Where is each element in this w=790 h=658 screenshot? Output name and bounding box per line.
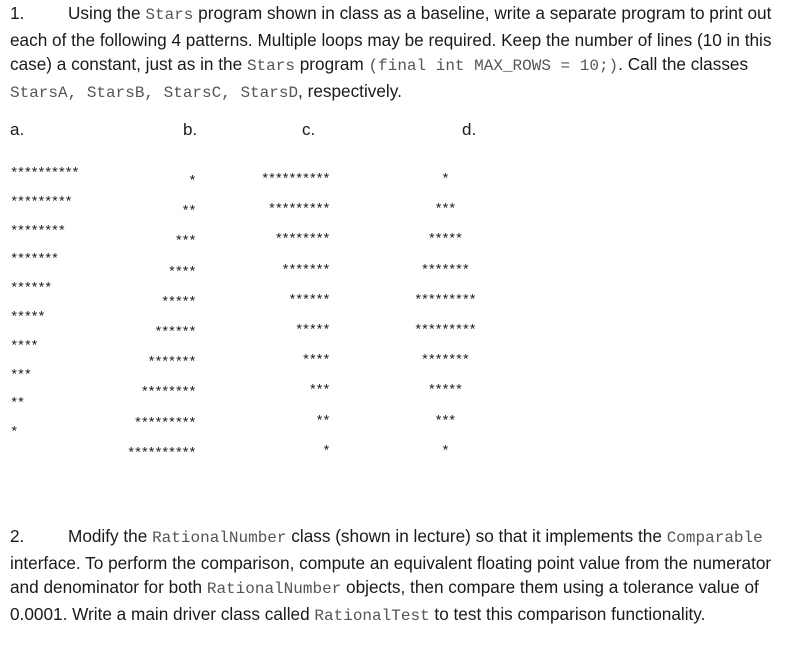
q2-code-rational-test: RationalTest (314, 607, 430, 626)
question-1 (10, 1, 780, 106)
pattern-d-row: *** (414, 202, 455, 219)
pattern-a-row: ****** (10, 281, 51, 298)
pattern-c-row: ********** (261, 172, 330, 188)
pattern-c (261, 173, 329, 460)
pattern-a-row: * (10, 425, 17, 442)
pattern-a-row: ***** (10, 309, 45, 326)
pattern-b-label: b. (183, 120, 198, 139)
pattern-d-row: ********* (414, 292, 476, 309)
pattern-d (414, 173, 475, 460)
pattern-d-row: ********* (414, 322, 476, 339)
pattern-c-label: c. (302, 120, 316, 139)
pattern-b-row: ******* (127, 355, 196, 372)
q1-text-4: . Call the classes (618, 54, 749, 75)
q2-text-3: interface. To perform the comparison, compute an equivalent floating point value from the numerator and denominator for both (10, 552, 772, 598)
pattern-c-row: ****** (261, 292, 330, 309)
q2-code-comparable: Comparable (666, 529, 763, 547)
pattern-b-row: ** (127, 204, 196, 221)
q2-code-rational-number-2: RationalNumber (206, 580, 342, 599)
pattern-c-row: * (261, 443, 330, 460)
pattern-d-row: ***** (414, 232, 462, 249)
question-1-number: 1. (10, 3, 25, 23)
pattern-c-row: **** (261, 353, 330, 370)
pattern-c-row: ********* (261, 202, 330, 219)
pattern-c-row: ***** (261, 322, 330, 339)
question-2-number: 2. (10, 526, 25, 546)
pattern-b-row: * (127, 174, 196, 190)
pattern-b-row: ****** (127, 324, 196, 341)
q1-code-max-rows: (final int MAX_ROWS = 10;) (368, 57, 619, 76)
pattern-a-row: ******* (10, 252, 58, 269)
pattern-b-row: **** (127, 264, 196, 281)
pattern-b-row: ******** (127, 385, 196, 402)
pattern-d-row: ******* (414, 353, 469, 370)
q2-code-rational-number: RationalNumber (152, 529, 287, 547)
pattern-a (10, 167, 78, 441)
pattern-a-row: ********** (10, 166, 79, 182)
q1-text-5: , respectively. (298, 81, 402, 102)
pattern-b (127, 175, 195, 462)
pattern-b-row: ********* (127, 415, 196, 432)
q2-text-4: objects, then compare them using a tolerance value of 0.0001. Write a main driver class called (10, 577, 759, 625)
q2-text-5: to test this comparison functionality. (429, 604, 706, 625)
pattern-b-row: *** (127, 234, 196, 251)
pattern-c-row: *** (261, 383, 330, 400)
q1-code-class-names: StarsA, StarsB, StarsC, StarsD (10, 84, 299, 103)
pattern-d-row: ******* (414, 262, 469, 279)
q2-text-2: class (shown in lecture) so that it implements the (286, 526, 667, 546)
q2-text-1: Modify the (68, 526, 153, 546)
question-2 (10, 524, 780, 629)
pattern-c-row: ******** (261, 232, 330, 249)
pattern-d-row: ***** (414, 383, 462, 400)
pattern-a-row: ******** (10, 223, 65, 240)
q1-text-1: Using the (68, 3, 146, 23)
pattern-a-row: *** (10, 367, 31, 384)
pattern-a-row: ********* (10, 194, 72, 211)
q1-text-3: program (294, 54, 369, 75)
q1-code-stars: Stars (145, 6, 194, 24)
pattern-d-row: *** (414, 413, 455, 430)
pattern-c-row: ******* (261, 262, 330, 279)
pattern-a-row: **** (10, 338, 38, 355)
pattern-c-row: ** (261, 413, 330, 430)
pattern-a-label: a. (10, 120, 25, 139)
pattern-d-row: * (414, 443, 449, 460)
q1-text-2: program shown in class as a baseline, write a separate program to print out each of the following 4 patterns. Multiple loops may be required. Keep the number of lines (10 in this case) a constant, just as in the (10, 3, 772, 75)
pattern-b-row: ********** (127, 445, 196, 462)
pattern-d-label: d. (462, 120, 477, 139)
q1-code-stars-2: Stars (246, 57, 295, 76)
pattern-a-row: ** (10, 396, 24, 413)
pattern-b-row: ***** (127, 294, 196, 311)
pattern-d-row: * (414, 172, 449, 188)
